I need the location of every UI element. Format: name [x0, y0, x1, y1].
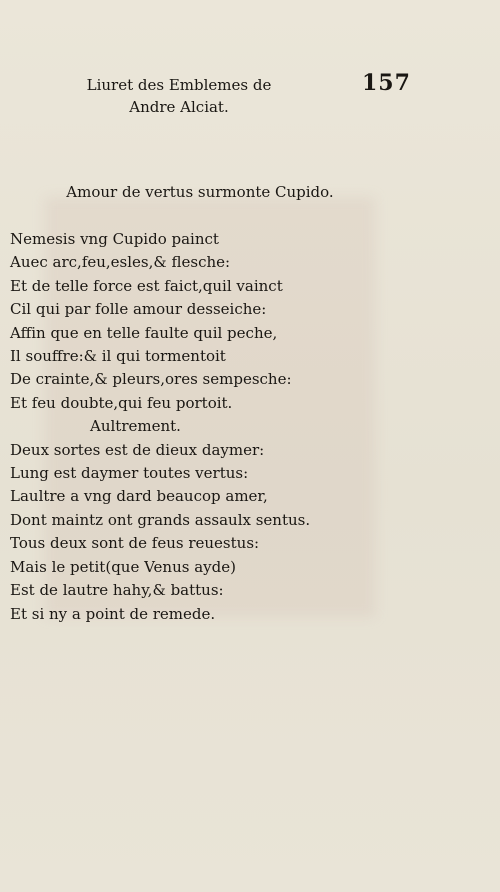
poem-line: Nemesis vng Cupido painct — [10, 230, 219, 248]
poem-line: Et si ny a point de remede. — [10, 604, 216, 623]
poem-line: Est de lautre hahy,& battus: — [10, 581, 224, 600]
running-header — [64, 74, 294, 118]
poem-line: Lung est daymer toutes vertus: — [10, 464, 249, 483]
section-heading: Aultrement. — [90, 417, 181, 436]
poem-line: Auec arc,feu,esles,& flesche: — [10, 253, 231, 272]
page-number: 157 — [362, 70, 411, 96]
poem-line: Laultre a vng dard beaucop amer, — [10, 487, 268, 506]
poem-line: Cil qui par folle amour desseiche: — [10, 300, 267, 319]
poem-line: De crainte,& pleurs,ores sempesche: — [10, 370, 292, 389]
poem-line: Et de telle force est faict,quil vainct — [10, 276, 283, 295]
poem-line: Mais le petit(que Venus ayde) — [10, 557, 236, 576]
poem-text — [10, 228, 370, 626]
emblem-title: Amour de vertus surmonte Cupido. — [66, 183, 334, 201]
poem-line: Et feu doubte,qui feu portoit. — [10, 393, 233, 412]
poem-line: Deux sortes est de dieux daymer: — [10, 440, 265, 459]
poem-line: Tous deux sont de feus reuestus: — [10, 534, 260, 553]
poem-line: Il souffre:& il qui tormentoit — [10, 347, 226, 366]
header-line-2: Andre Alciat. — [129, 98, 229, 116]
poem-line: Affin que en telle faulte quil peche, — [10, 323, 278, 342]
poem-line: Dont maintz ont grands assaulx sentus. — [10, 510, 311, 529]
header-line-1: Liuret des Emblemes de — [86, 76, 272, 94]
